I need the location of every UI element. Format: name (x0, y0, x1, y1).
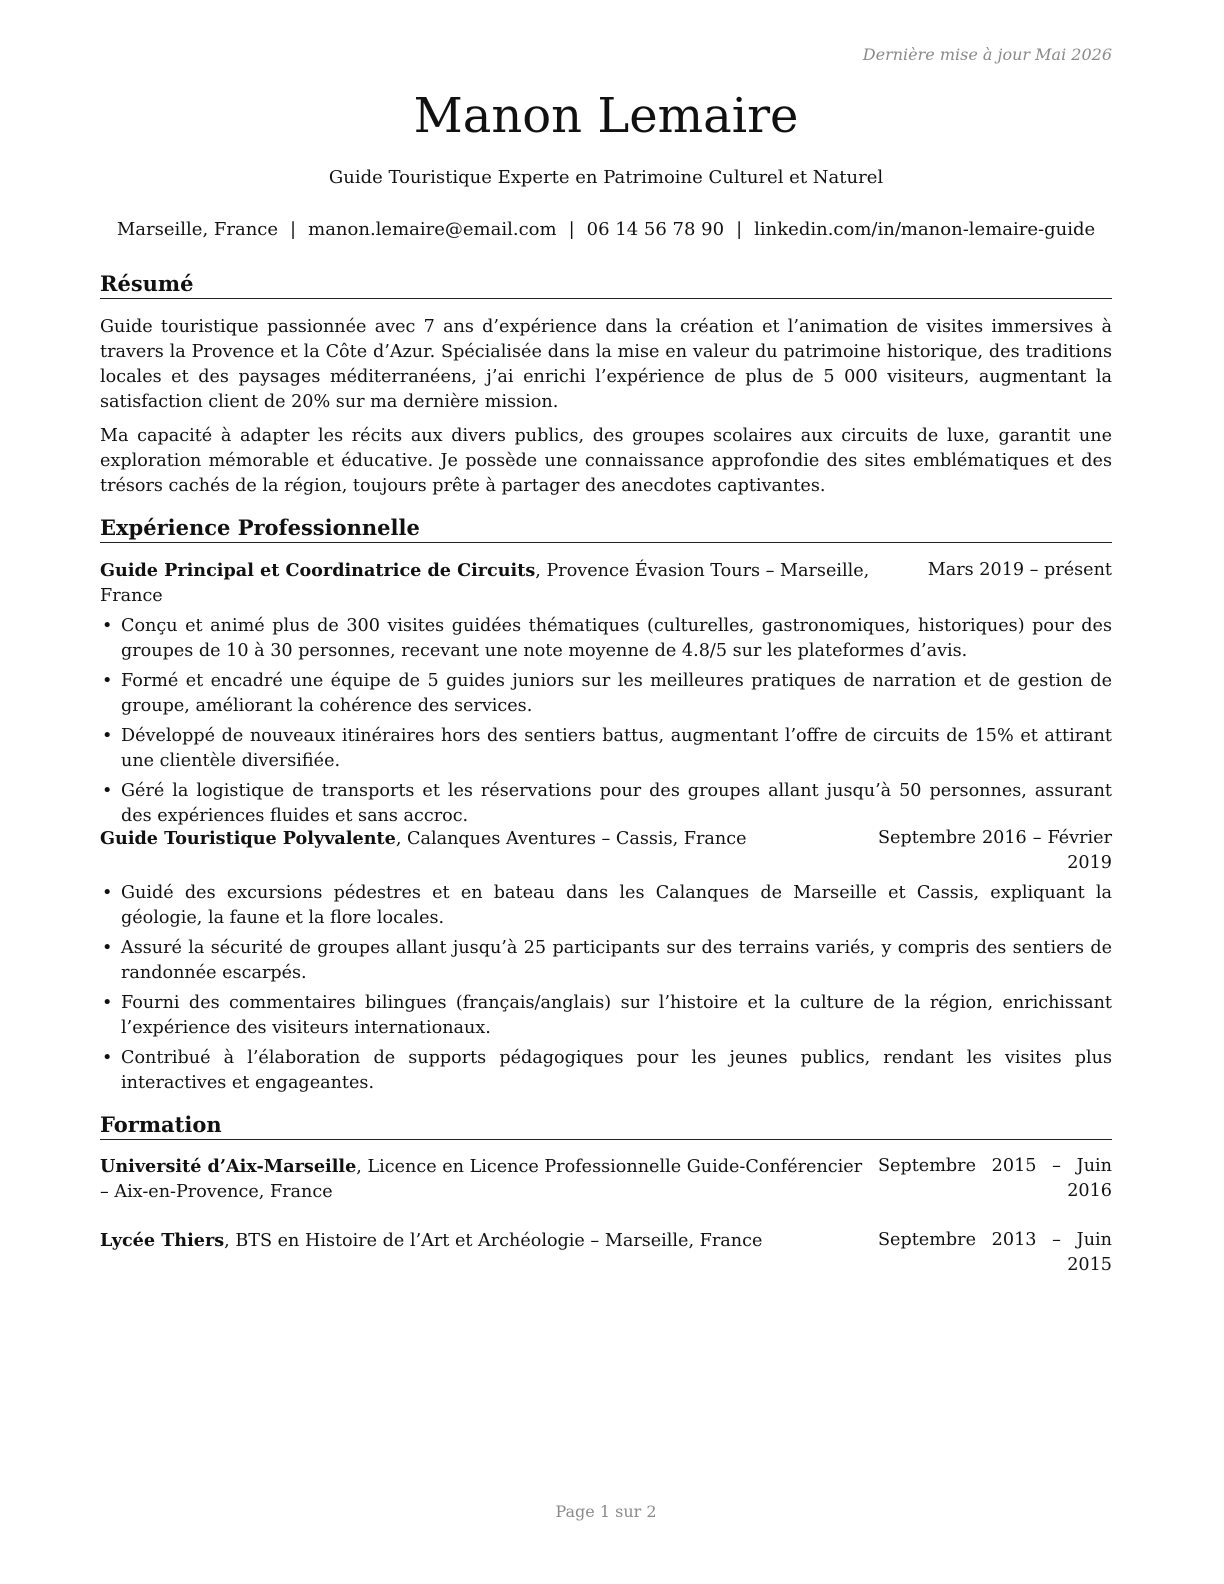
job-bullet: • Développé de nouveaux itinéraires hors des sentiers battus, augmentant l’offre de circuits de 15% et attirant une clientèle diversifiée. (100, 724, 1112, 774)
education-school: Université d’Aix-Marseille (100, 1156, 357, 1177)
job-bullet: • Guidé des excursions pédestres et en bateau dans les Calanques de Marseille et Cassis, expliquant la géologie, la faune et la flore locales. (100, 881, 1112, 931)
job-organization: , Provence Évasion Tours – Marseille, France (100, 561, 870, 606)
page-number: Page 1 sur 2 (555, 1502, 657, 1521)
job-bullets (100, 881, 1112, 1096)
job-entry (100, 558, 1112, 834)
job-bullet: • Conçu et animé plus de 300 visites guidées thématiques (culturelles, gastronomiques, historiques) pour des groupes de 10 à 30 personnes, recevant une note moyenne de 4.8/5 sur les plateformes d’avis. (100, 614, 1112, 664)
education-school: Lycée Thiers (100, 1230, 225, 1251)
job-dates: Mars 2019 – présent (927, 560, 1112, 580)
job-bullet: • Formé et encadré une équipe de 5 guides juniors sur les meilleures pratiques de narration et de gestion de groupe, améliorant la cohérence des services. (100, 669, 1112, 719)
candidate-name: Manon Lemaire (413, 88, 799, 144)
job-bullet: • Contribué à l’élaboration de supports pédagogiques pour les jeunes publics, rendant les visites plus interactives et engageantes. (100, 1046, 1112, 1096)
job-entry (100, 826, 1112, 1101)
education-dates: Septembre 2015 – Juin 2016 (878, 1156, 1112, 1201)
job-role: Guide Touristique Polyvalente (100, 828, 396, 849)
contact-separator: | (568, 219, 575, 240)
education-title-line (100, 1228, 874, 1254)
summary-paragraph-2: Ma capacité à adapter les récits aux divers publics, des groupes scolaires aux circuits de luxe, garantit une exploration mémorable et éducative. Je possède une connaissance approfondie des sites emblématiques et des trésors cachés de la région, toujours prête à partager des anecdotes captivantes. (100, 426, 1112, 496)
section-title-summary: Résumé (100, 271, 1112, 299)
education-entry (100, 1154, 1112, 1205)
education-detail: , BTS en Histoire de l’Art et Archéologie – Marseille, France (224, 1231, 763, 1251)
summary-paragraph-1: Guide touristique passionnée avec 7 ans d’expérience dans la création et l’animation de visites immersives à travers la Provence et la Côte d’Azur. Spécialisée dans la mise en valeur du patrimoine historique, des traditions locales et des paysages méditerranéens, j’ai enrichi l’expérience de plus de 5 000 visiteurs, augmentant la satisfaction client de 20% sur ma dernière mission. (100, 317, 1112, 412)
job-bullet: • Assuré la sécurité de groupes allant jusqu’à 25 participants sur des terrains variés, y compris des sentiers de randonnée escarpés. (100, 936, 1112, 986)
contact-phone[interactable]: 06 14 56 78 90 (586, 219, 725, 240)
candidate-title: Guide Touristique Experte en Patrimoine Culturel et Naturel (328, 167, 884, 188)
contact-separator: | (290, 219, 297, 240)
job-bullets (100, 614, 1112, 829)
contact-line (60, 219, 1152, 240)
education-dates: Septembre 2013 – Juin 2015 (878, 1230, 1112, 1275)
job-bullet: • Géré la logistique de transports et les réservations pour des groupes allant jusqu’à 50 personnes, assurant des expériences fluides et sans accroc. (100, 779, 1112, 829)
education-header (100, 1154, 1112, 1205)
contact-separator: | (736, 219, 743, 240)
contact-email[interactable]: manon.lemaire@email.com (308, 219, 557, 240)
job-bullet: • Fourni des commentaires bilingues (français/anglais) sur l’histoire et la culture de la région, enrichissant l’expérience des visiteurs internationaux. (100, 991, 1112, 1041)
contact-linkedin[interactable]: linkedin.com/in/manon-lemaire-guide (754, 219, 1096, 240)
job-role: Guide Principal et Coordinatrice de Circuits (100, 560, 536, 581)
job-organization: , Calanques Aventures – Cassis, France (395, 829, 747, 849)
resume-page (100, 0, 1112, 1584)
education-header (100, 1228, 1112, 1278)
job-title-line (100, 558, 904, 609)
section-title-experience: Expérience Professionnelle (100, 515, 1112, 543)
job-dates: Septembre 2016 – Février 2019 (878, 828, 1112, 873)
job-title-line (100, 826, 874, 852)
last-updated-note: Dernière mise à jour Mai 2026 (862, 45, 1112, 64)
job-header (100, 826, 1112, 876)
education-entry (100, 1228, 1112, 1278)
education-title-line (100, 1154, 874, 1205)
education-detail: , Licence en Licence Professionnelle Guide-Conférencier – Aix-en-Provence, France (100, 1157, 863, 1202)
job-header (100, 558, 1112, 609)
contact-location: Marseille, France (116, 219, 279, 240)
section-title-education: Formation (100, 1112, 1112, 1140)
